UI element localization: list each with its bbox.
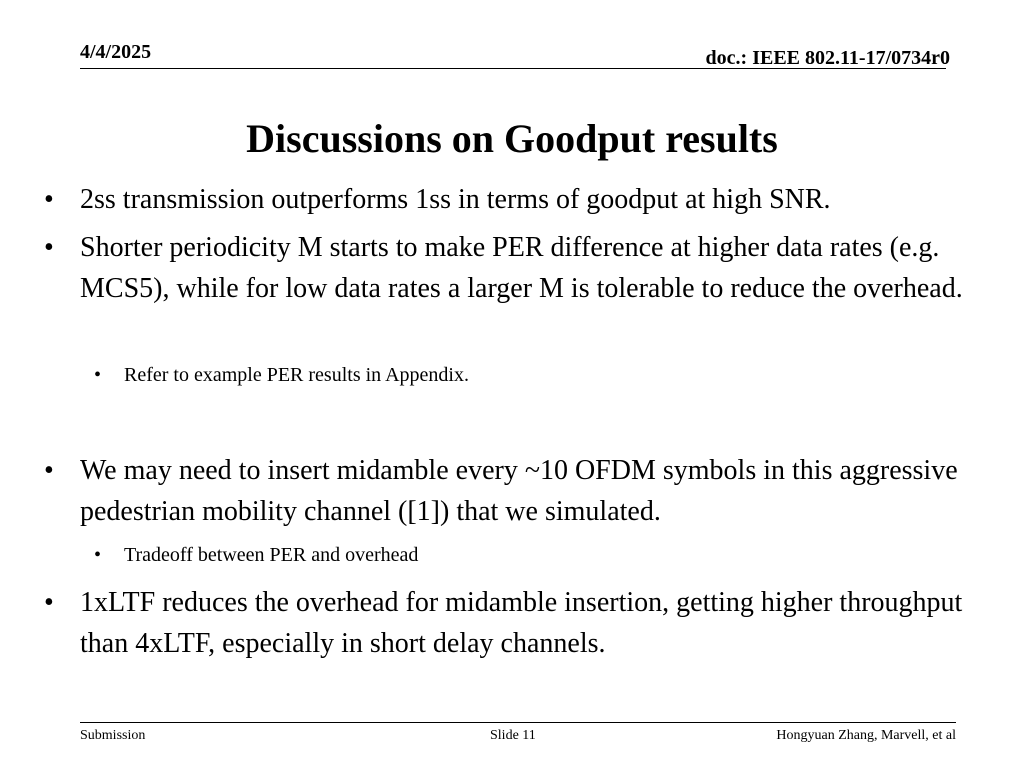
slide-title: Discussions on Goodput results <box>246 116 778 161</box>
footer-author: Hongyuan Zhang, Marvell, et al <box>776 728 956 743</box>
header-divider <box>80 68 946 69</box>
footer-slide-number: Slide 11 <box>490 728 536 743</box>
sub-bullet-3-1 <box>94 541 984 569</box>
bullet-1-text: 2ss transmission outperforms 1ss in terms of goodput at high SNR. <box>80 184 831 215</box>
bullet-4-text: 1xLTF reduces the overhead for midamble insertion, getting higher throughput than 4xLTF, especially in short delay channels. <box>80 587 963 659</box>
header-date: 4/4/2025 <box>80 41 152 63</box>
sub-bullet-dot: • <box>94 544 102 566</box>
bullet-3 <box>44 450 1010 532</box>
bullet-dot: • <box>44 184 54 215</box>
bullet-dot: • <box>44 455 54 486</box>
bullet-2-text: Shorter periodicity M starts to make PER difference at higher data rates (e.g. MCS5), while for low data rates a larger M is tolerable to reduce the overhead. <box>80 232 963 304</box>
bullet-1 <box>44 179 1010 220</box>
sub-bullet-2-1-text: Refer to example PER results in Appendix. <box>124 364 469 386</box>
footer-divider <box>80 722 956 723</box>
bullet-dot: • <box>44 587 54 618</box>
bullet-dot: • <box>44 232 54 263</box>
header-doc-id: doc.: IEEE 802.11-17/0734r0 <box>705 47 950 69</box>
footer-submission: Submission <box>80 728 146 743</box>
sub-bullet-dot: • <box>94 364 102 386</box>
bullet-2 <box>44 227 1010 309</box>
bullet-3-text: We may need to insert midamble every ~10 OFDM symbols in this aggressive pedestrian mobility channel ([1]) that we simulated. <box>80 455 958 527</box>
bullet-4 <box>44 582 1010 664</box>
sub-bullet-2-1 <box>94 361 984 389</box>
sub-bullet-3-1-text: Tradeoff between PER and overhead <box>124 544 419 566</box>
